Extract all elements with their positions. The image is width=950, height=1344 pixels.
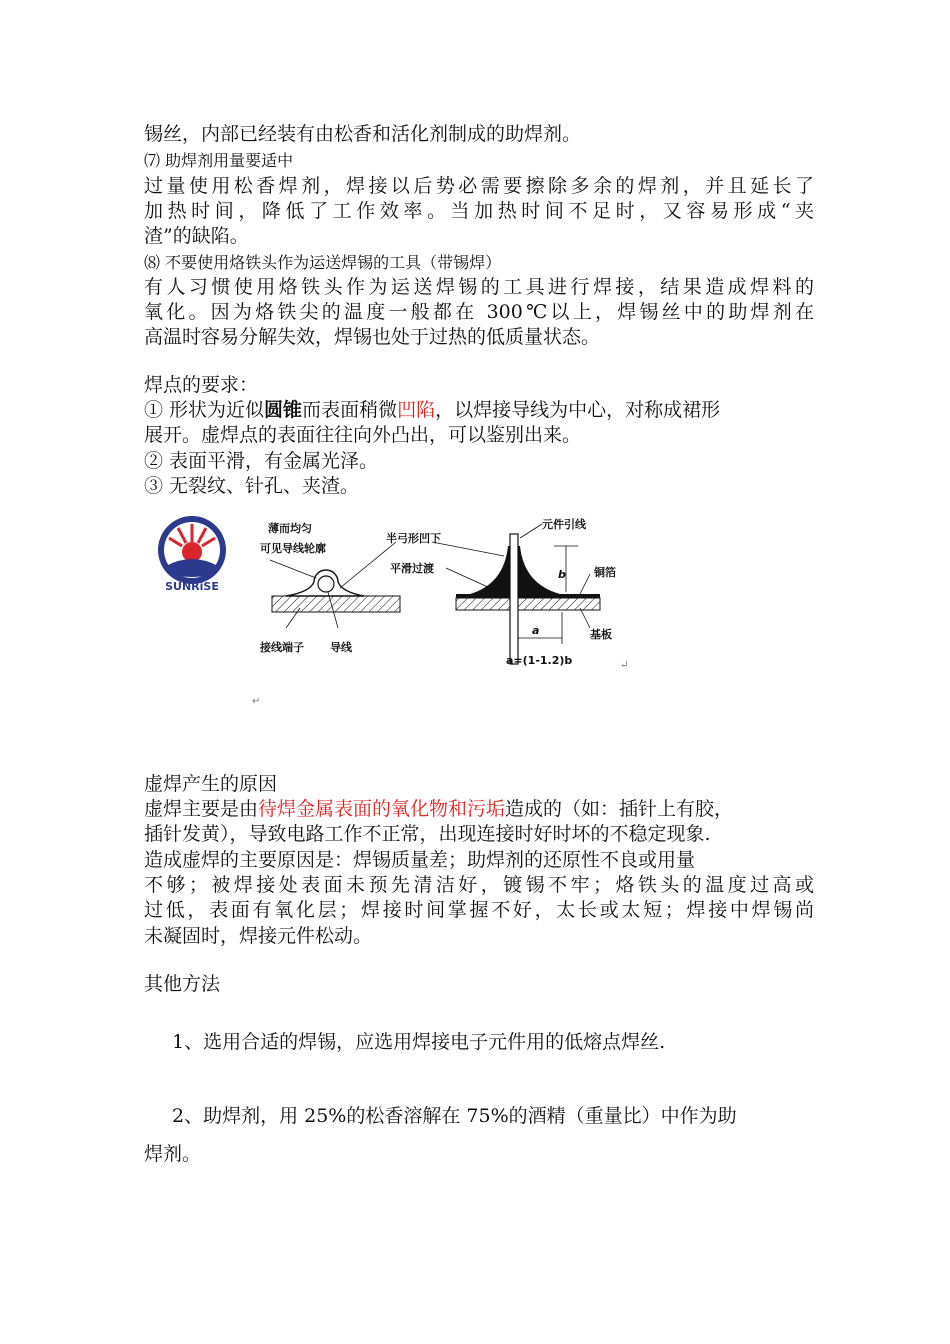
right-component-lead	[510, 534, 518, 664]
requirement-1-line1	[144, 398, 814, 424]
requirements-heading: 焊点的要求：	[144, 374, 259, 396]
logo-text: SUNRiSE	[165, 580, 219, 593]
cause-line5-text: 过低，表面有氧化层；焊接时间掌握不好，太长或太短；焊接中焊锡尚	[144, 899, 814, 921]
cause-text-b: 造成的（如：插针上有胶，	[505, 798, 734, 820]
label-copper-foil: 铜箔	[594, 566, 616, 579]
sunrise-logo	[158, 516, 226, 593]
item7-heading: ⑺ 助焊剂用量要适中	[144, 151, 294, 170]
cause-line2: 插针发黄），导致电路工作不正常，出现连接时好时坏的不稳定现象.	[144, 823, 711, 845]
intro-tail: 锡丝，内部已经装有由松香和活化剂制成的助焊剂。	[144, 123, 582, 145]
cause-line1	[144, 797, 814, 823]
leader-half-bow-right	[432, 542, 504, 556]
req1-red-concave: 凹陷	[397, 399, 436, 421]
figure-return-mark: ↵	[620, 660, 629, 671]
requirement-2: ② 表面平滑，有金属光泽。	[144, 450, 379, 472]
leader-copper	[580, 574, 590, 594]
leader-smooth	[446, 568, 490, 588]
cause-text-a: 虚焊主要是由	[144, 798, 259, 820]
solder-joint-figure	[150, 508, 640, 708]
label-wire: 导线	[330, 641, 352, 654]
leader-outline	[270, 560, 316, 578]
item7-line2-text: 加热时间，降低了工作效率。当加热时间不足时，又容易形成“夹	[144, 200, 814, 222]
label-visible-outline: 可见导线轮廓	[260, 542, 326, 555]
item7-line2	[144, 199, 814, 225]
cause-line4-text: 不够；被焊接处表面未预先清洁好，镀锡不牢；烙铁头的温度过高或	[144, 874, 814, 896]
req1-bold-cone: 圆锥	[264, 399, 303, 421]
leader-lead	[520, 524, 542, 538]
paragraph-return-mark: ↵	[252, 696, 261, 707]
label-a: a	[532, 624, 540, 637]
label-thin-uniform: 薄而均匀	[268, 522, 312, 535]
other-methods-heading: 其他方法	[144, 973, 221, 995]
right-copper-foil	[456, 594, 600, 598]
req1-text-a: ① 形状为近似	[144, 399, 265, 421]
label-smooth: 平滑过渡	[390, 562, 434, 575]
label-half-bow: 半弓形凹下	[386, 532, 441, 545]
right-joint-diagram	[386, 517, 628, 671]
other-method-1: 1、选用合适的焊锡，应选用焊接电子元件用的低熔点焊丝.	[172, 1031, 666, 1053]
cause-line4	[144, 873, 814, 899]
req1-text-c: ，以焊接导线为中心，对称成裙形	[435, 399, 721, 421]
label-terminal: 接线端子	[260, 641, 304, 654]
cause-line6: 未凝固时，焊接元件松动。	[144, 925, 373, 947]
label-component-lead: 元件引线	[542, 518, 586, 531]
req1-text-b: 而表面稍微	[302, 399, 398, 421]
leader-half-bow-left	[340, 542, 396, 588]
label-b: b	[558, 568, 566, 581]
left-wire-section	[318, 576, 334, 592]
leader-substrate	[580, 608, 590, 628]
label-formula: a=(1-1.2)b	[506, 654, 573, 667]
requirement-1-line2: 展开。虚焊点的表面往往向外凸出，可以鉴别出来。	[144, 424, 582, 446]
left-joint-diagram	[259, 521, 400, 654]
other-method-2-line1: 2、助焊剂，用 25%的松香溶解在 75%的酒精（重量比）中作为助	[172, 1105, 737, 1127]
item8-line1	[144, 275, 814, 301]
item8-line2-text: 氧化。因为烙铁尖的温度一般都在 300℃以上，焊锡丝中的助焊剂在	[144, 301, 814, 323]
cause-heading: 虚焊产生的原因	[144, 773, 278, 795]
item7-line1	[144, 174, 814, 200]
cause-line3: 造成虚焊的主要原因是：焊锡质量差；助焊剂的还原性不良或用量	[144, 849, 696, 871]
right-substrate	[456, 598, 600, 610]
cause-line5	[144, 898, 814, 924]
cause-red-oxide: 待焊金属表面的氧化物和污垢	[258, 798, 506, 820]
left-terminal-base	[272, 596, 400, 612]
item7-line3: 渣”的缺陷。	[144, 225, 249, 247]
other-method-2-line2: 焊剂。	[144, 1143, 202, 1165]
label-substrate: 基板	[590, 628, 612, 641]
item7-line1-text: 过量使用松香焊剂，焊接以后势必需要擦除多余的焊剂，并且延长了	[144, 175, 814, 197]
requirement-3: ③ 无裂纹、针孔、夹渣。	[144, 475, 360, 497]
item8-heading: ⑻ 不要使用烙铁头作为运送焊锡的工具（带锡焊）	[144, 253, 502, 272]
item8-line2	[144, 300, 814, 326]
item8-line1-text: 有人习惯使用烙铁头作为运送焊锡的工具进行焊接，结果造成焊料的	[144, 276, 814, 298]
item8-line3: 高温时容易分解失效，焊锡也处于过热的低质量状态。	[144, 326, 601, 348]
